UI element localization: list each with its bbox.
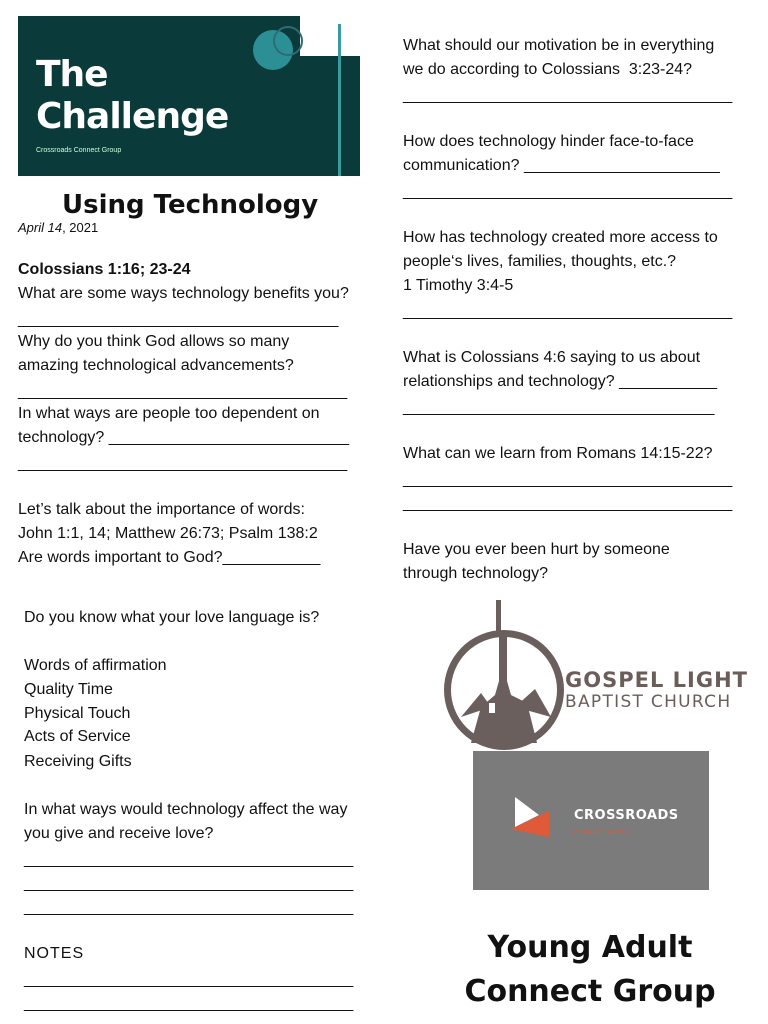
gospel-light-subtitle: BAPTIST CHURCH [565, 692, 732, 712]
steeple-cross-icon [496, 600, 501, 634]
question-romans: What can we learn from Romans 14:15-22? [403, 445, 713, 462]
young-adult-heading [380, 926, 768, 1014]
answer-line: _____________________________________ [18, 455, 348, 472]
words-line1: Let’s talk about the importance of words: [18, 501, 305, 518]
love-language-item: Quality Time [24, 681, 113, 698]
love-language-item: Acts of Service [24, 728, 131, 745]
answer-line: _____________________________________ [24, 899, 354, 916]
banner-title [36, 54, 228, 138]
question-motivation-line1: What should our motivation be in everything [403, 37, 715, 54]
question-hurt-line2: through technology? [403, 565, 548, 582]
scripture-reference: Colossians 1:16; 23-24 [18, 261, 191, 278]
young-adult-heading-line2: Connect Group [464, 974, 716, 1009]
crossroads-subtitle: CONNECT GROUP [574, 830, 632, 836]
notes-heading: NOTES [24, 945, 85, 962]
banner-corner-block [300, 16, 360, 56]
gospel-light-name: GOSPEL LIGHT [565, 668, 748, 692]
crossroads-name: CROSSROADS [574, 808, 679, 823]
question-motivation-line2: we do according to Colossians 3:23-24? [403, 61, 693, 78]
question-hinder-line1: How does technology hinder face-to-face [403, 133, 694, 150]
question-access-line2: people‘s lives, families, thoughts, etc.? [403, 253, 677, 270]
question-affect-line2: you give and receive love? [24, 825, 214, 842]
answer-line: _____________________________________ [24, 875, 354, 892]
question-allows-line2: amazing technological advancements? [18, 357, 294, 374]
page-title: Using Technology [62, 190, 319, 220]
question-access-reference: 1 Timothy 3:4-5 [403, 277, 514, 294]
date-month-day: April 14 [18, 220, 63, 235]
question-benefits: What are some ways technology benefits you? [18, 285, 349, 302]
date [18, 220, 98, 236]
young-adult-heading-line1: Young Adult [487, 930, 693, 965]
answer-line: _____________________________________ [18, 383, 348, 400]
question-hurt-line1: Have you ever been hurt by someone [403, 541, 670, 558]
notes-line: _____________________________________ [24, 995, 354, 1012]
question-access-line1: How has technology created more access to [403, 229, 718, 246]
love-language-question: Do you know what your love language is? [24, 609, 320, 626]
words-line3: Are words important to God?___________ [18, 549, 321, 566]
answer-line: _____________________________________ [403, 183, 733, 200]
crossroads-play-icon [509, 795, 553, 841]
challenge-banner [18, 16, 360, 176]
love-language-item: Words of affirmation [24, 657, 167, 674]
question-allows-line1: Why do you think God allows so many [18, 333, 290, 350]
answer-line: ___________________________________ [403, 399, 715, 416]
words-line2: John 1:1, 14; Matthew 26:73; Psalm 138:2 [18, 525, 318, 542]
question-affect-line1: In what ways would technology affect the way [24, 801, 348, 818]
answer-line: _____________________________________ [403, 303, 733, 320]
answer-line: _____________________________________ [403, 87, 733, 104]
question-dependent-line2: technology? ___________________________ [18, 429, 349, 446]
question-colossians-line2: relationships and technology? ___________ [403, 373, 718, 390]
answer-line: ____________________________________ [18, 311, 339, 328]
question-hinder-line2: communication? ______________________ [403, 157, 720, 174]
answer-line: _____________________________________ [403, 471, 733, 488]
question-colossians-line1: What is Colossians 4:6 saying to us about [403, 349, 701, 366]
date-year: , 2021 [62, 220, 99, 235]
gospel-light-logo [444, 630, 564, 750]
question-dependent-line1: In what ways are people too dependent on [18, 405, 320, 422]
banner-title-line1: The [36, 54, 108, 95]
church-steeple-icon [451, 637, 557, 743]
banner-subtitle: Crossroads Connect Group [36, 147, 122, 154]
answer-line: _____________________________________ [24, 851, 354, 868]
love-language-item: Physical Touch [24, 705, 131, 722]
love-language-item: Receiving Gifts [24, 753, 132, 770]
ring-circle-icon [273, 26, 303, 56]
notes-line: _____________________________________ [24, 971, 354, 988]
banner-title-line2: Challenge [36, 96, 229, 137]
answer-line: _____________________________________ [403, 495, 733, 512]
banner-accent-bar [338, 24, 341, 176]
